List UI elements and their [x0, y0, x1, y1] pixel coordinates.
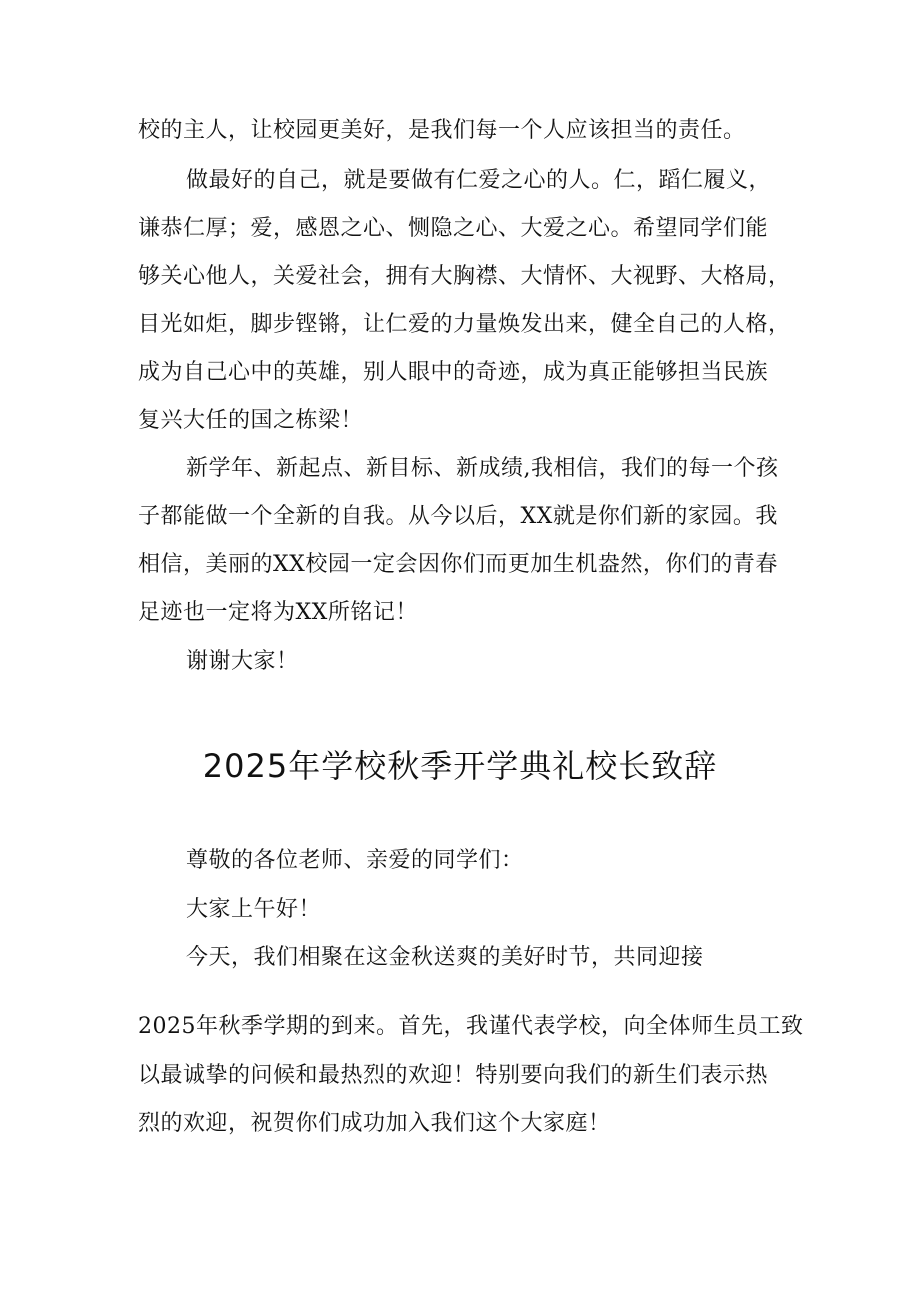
page-title: 2025年学校秋季开学典礼校长致辞 — [202, 747, 718, 785]
thanks-line: 谢谢大家！ — [186, 649, 299, 674]
opening-paragraph-line-1: 2025年秋季学期的到来。首先，我谨代表学校，向全体师生员工致 — [138, 1014, 804, 1039]
salutation-line: 尊敬的各位老师、亲爱的同学们： — [186, 848, 524, 873]
opening-paragraph-line-3: 烈的欢迎，祝贺你们成功加入我们这个大家庭！ — [138, 1111, 611, 1136]
paragraph-ren-ai-line-2: 谦恭仁厚；爱，感恩之心、恻隐之心、大爱之心。希望同学们能 — [138, 216, 769, 241]
paragraph-ren-ai-line-5: 成为自己心中的英雄，别人眼中的奇迹，成为真正能够担当民族 — [138, 360, 769, 385]
paragraph-ren-ai-line-3: 够关心他人，关爱社会，拥有大胸襟、大情怀、大视野、大格局， — [138, 264, 791, 289]
paragraph-new-year-line-1: 新学年、新起点、新目标、新成绩,我相信，我们的每一个孩 — [186, 456, 779, 481]
opening-line: 今天，我们相聚在这金秋送爽的美好时节，共同迎接 — [186, 945, 704, 970]
greeting-line: 大家上午好！ — [186, 897, 322, 922]
paragraph-ren-ai-line-6: 复兴大任的国之栋梁！ — [138, 408, 364, 433]
paragraph-ren-ai-line-4: 目光如炬，脚步铿锵，让仁爱的力量焕发出来，健全自己的人格， — [138, 312, 791, 337]
paragraph-new-year-line-3: 相信，美丽的XX校园一定会因你们而更加生机盎然，你们的青春 — [138, 552, 778, 577]
continuation-line-1: 校的主人，让校园更美好，是我们每一个人应该担当的责任。 — [138, 118, 746, 143]
paragraph-new-year-line-2: 子都能做一个全新的自我。从今以后，XX就是你们新的家园。我 — [138, 504, 778, 529]
paragraph-new-year-line-4: 足迹也一定将为XX所铭记！ — [138, 600, 418, 625]
opening-paragraph-line-2: 以最诚挚的问候和最热烈的欢迎！特别要向我们的新生们表示热 — [138, 1063, 769, 1088]
paragraph-ren-ai-line-1: 做最好的自己，就是要做有仁爱之心的人。仁，蹈仁履义， — [186, 168, 772, 193]
